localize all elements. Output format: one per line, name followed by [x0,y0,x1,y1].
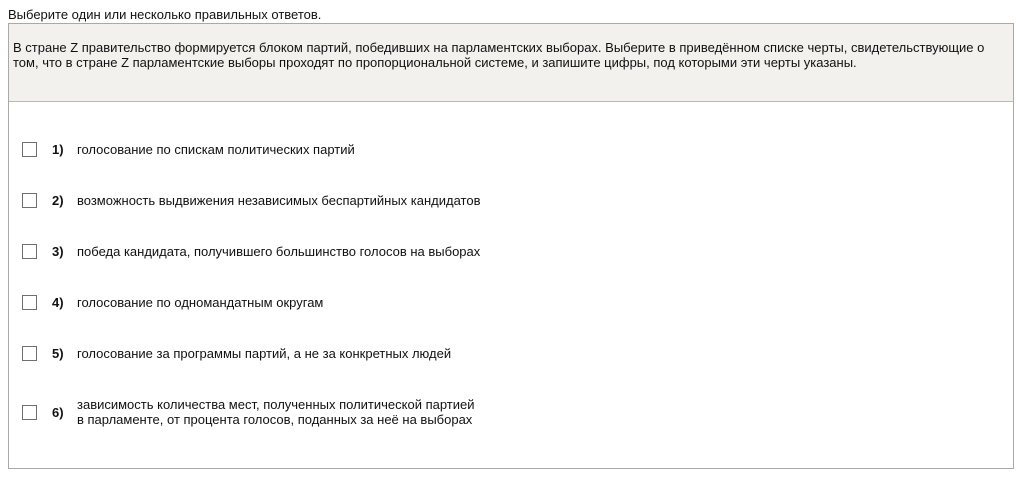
answer-checkbox-3[interactable] [22,244,37,259]
answer-text-5: голосование за программы партий, а не за конкретных людей [77,346,452,361]
answer-option-5[interactable] [22,346,451,361]
answer-number-1: 1) [52,142,64,157]
answer-option-6[interactable] [22,397,475,427]
answer-checkbox-2[interactable] [22,193,37,208]
answer-checkbox-1[interactable] [22,142,37,157]
answer-option-4[interactable] [22,295,323,310]
instruction-text: Выберите один или несколько правильных ответов. [8,7,322,22]
answer-checkbox-6[interactable] [22,405,37,420]
answer-text-6: зависимость количества мест, полученных политической партией в парламенте, от процента голосов, поданных за неё на выборах [77,397,475,427]
answer-text-3: победа кандидата, получившего большинство голосов на выборах [77,244,481,259]
question-text: В стране Z правительство формируется блоком партий, победивших на парламентских выборах. Выберите в приведённом списке черты, свидетельствующие о том, что в стране Z парламентские выборы проходят по пропорциональной системе, и запишите цифры, под которыми эти черты указаны. [9,24,1013,102]
answer-option-3[interactable] [22,244,480,259]
answer-option-1[interactable] [22,142,355,157]
answer-text-2: возможность выдвижения независимых беспартийных кандидатов [77,193,481,208]
answer-number-5: 5) [52,346,64,361]
answer-number-4: 4) [52,295,64,310]
answer-text-1: голосование по спискам политических партий [77,142,355,157]
answer-number-2: 2) [52,193,64,208]
answer-text-4: голосование по одномандатным округам [77,295,324,310]
answer-checkbox-4[interactable] [22,295,37,310]
answer-checkbox-5[interactable] [22,346,37,361]
answer-number-6: 6) [52,404,64,420]
answer-option-2[interactable] [22,193,481,208]
answer-number-3: 3) [52,244,64,259]
task-box [8,23,1014,469]
